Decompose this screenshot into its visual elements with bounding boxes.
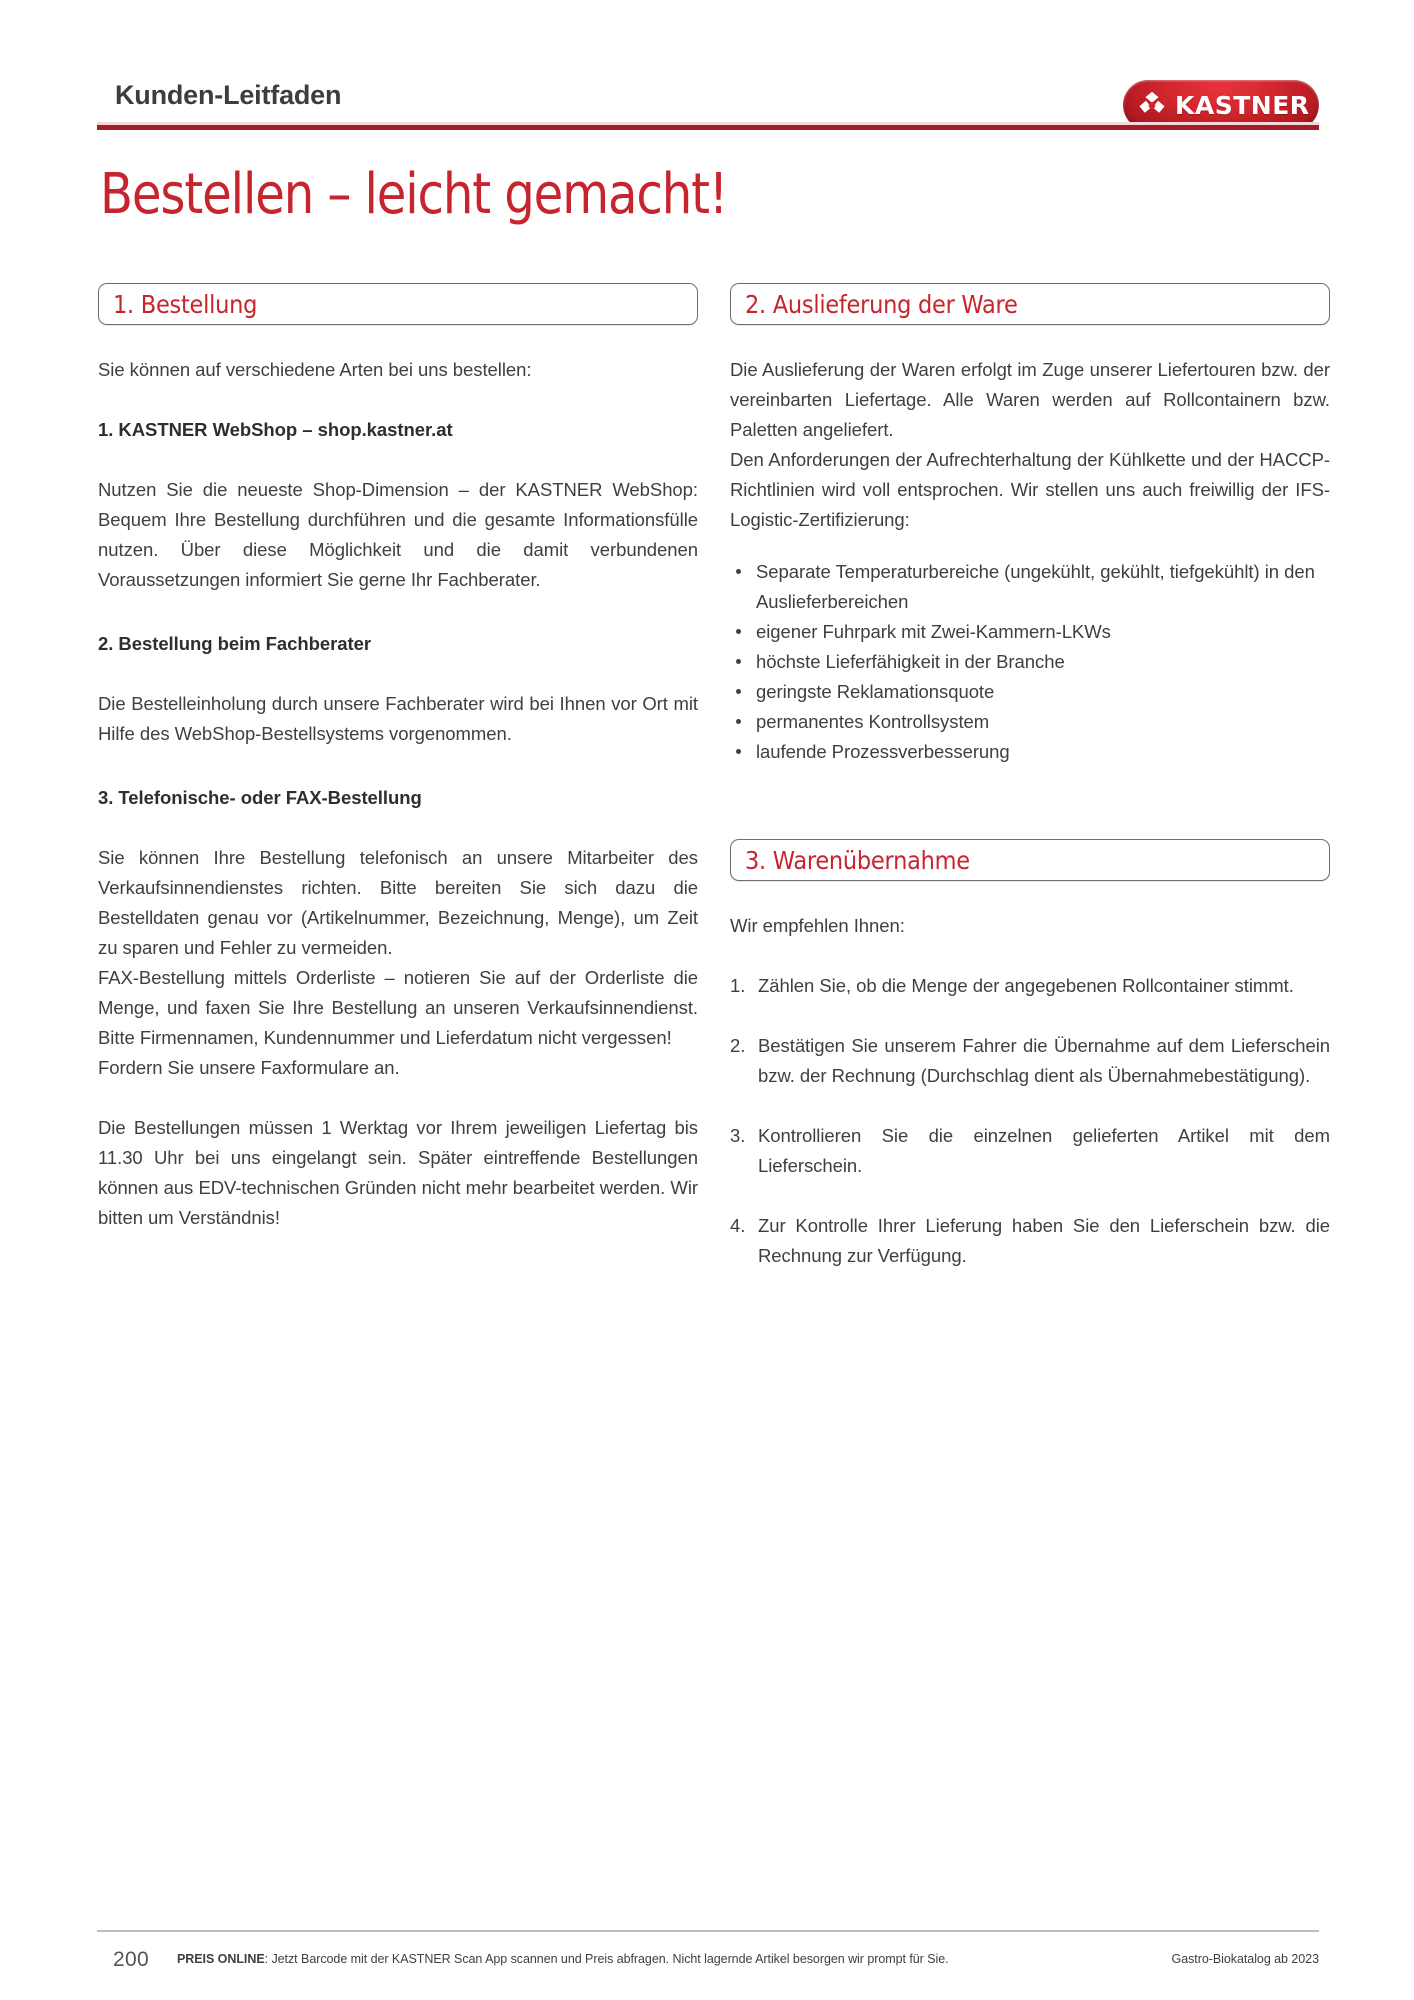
bullet-dot-icon xyxy=(736,629,741,634)
step-text: Bestätigen Sie unserem Fahrer die Übernahme auf dem Lieferschein bzw. der Rechnung (Durchschlag dient als Übernahmebestätigung). xyxy=(758,1035,1330,1086)
left-block2-heading: 2. Bestellung beim Fachberater xyxy=(98,633,372,654)
kastner-pinwheel-icon xyxy=(1137,90,1167,120)
left-block3-body2: FAX-Bestellung mittels Orderliste – notieren Sie auf der Orderliste die Menge, und faxen Sie Ihre Bestellung an unseren Verkaufsinnendienst. Bitte Firmennamen, Kundennummer und Lieferdatum nicht vergessen! xyxy=(98,967,698,1048)
list-item xyxy=(730,737,1330,767)
bullet-dot-icon xyxy=(736,749,741,754)
list-item xyxy=(730,557,1330,617)
left-block3-body3: Fordern Sie unsere Faxformulare an. xyxy=(98,1057,400,1078)
left-block3-body1: Sie können Ihre Bestellung telefonisch an unsere Mitarbeiter des Verkaufsinnendienstes richten. Bitte bereiten Sie sich dazu die Bestelldaten genau vor (Artikelnummer, Bezeichnung, Menge), um Zeit zu sparen und Fehler zu vermeiden. xyxy=(98,847,698,958)
list-item-label: geringste Reklamationsquote xyxy=(756,681,995,702)
left-column xyxy=(98,283,698,1233)
left-block1-body: Nutzen Sie die neueste Shop-Dimension – der KASTNER WebShop: Bequem Ihre Bestellung durchführen und die gesamte Informationsfülle nutzen. Über diese Möglichkeit und die damit verbundenen Voraussetzungen informiert Sie gerne Ihr Fachberater. xyxy=(98,479,698,590)
left-block1-heading: 1. KASTNER WebShop – shop.kastner.at xyxy=(98,419,453,440)
right-section2-body1: Die Auslieferung der Waren erfolgt im Zuge unserer Liefertouren bzw. der vereinbarten Liefertage. Alle Waren werden auf Rollcontainern bzw. Paletten angeliefert. xyxy=(730,359,1330,440)
page-footer xyxy=(97,1930,1319,1970)
left-intro-text: Sie können auf verschiedene Arten bei uns bestellen: xyxy=(98,359,532,380)
section-header-auslieferung xyxy=(730,283,1330,325)
list-item-label: Separate Temperaturbereiche (ungekühlt, gekühlt, tiefgekühlt) in den Auslieferbereichen xyxy=(756,561,1315,612)
list-item-label: höchste Lieferfähigkeit in der Branche xyxy=(756,651,1065,672)
ifs-benefits-list xyxy=(730,557,1330,767)
step-number: 2. xyxy=(730,1035,746,1056)
list-item-label: eigener Fuhrpark mit Zwei-Kammern-LKWs xyxy=(756,621,1111,642)
step-number: 3. xyxy=(730,1125,746,1146)
kastner-logo-text: KASTNER xyxy=(1175,90,1310,120)
header-rule xyxy=(97,125,1319,130)
step-number: 1. xyxy=(730,975,746,996)
right-section3-intro: Wir empfehlen Ihnen: xyxy=(730,915,905,936)
page-header xyxy=(97,38,1319,130)
right-column xyxy=(730,283,1330,1271)
section-header-bestellung xyxy=(98,283,698,325)
list-item xyxy=(730,1031,1330,1091)
list-item xyxy=(730,647,1330,677)
step-text: Zur Kontrolle Ihrer Lieferung haben Sie den Lieferschein bzw. die Rechnung zur Verfügung. xyxy=(758,1215,1330,1266)
step-text: Zählen Sie, ob die Menge der angegebenen Rollcontainer stimmt. xyxy=(758,975,1294,996)
step-number: 4. xyxy=(730,1215,746,1236)
section-header-warenuebernahme-label: 3. Warenübernahme xyxy=(745,845,970,875)
bullet-dot-icon xyxy=(736,659,741,664)
step-text: Kontrollieren Sie die einzelnen gelieferten Artikel mit dem Lieferschein. xyxy=(758,1125,1330,1176)
list-item xyxy=(730,1211,1330,1271)
list-item xyxy=(730,707,1330,737)
footer-note-text: : Jetzt Barcode mit der KASTNER Scan App scannen und Preis abfragen. Nicht lagernde Artikel besorgen wir prompt für Sie. xyxy=(264,1952,949,1966)
bullet-dot-icon xyxy=(736,569,741,574)
bullet-dot-icon xyxy=(736,719,741,724)
list-item xyxy=(730,1121,1330,1181)
list-item xyxy=(730,677,1330,707)
footer-note xyxy=(177,1952,949,1966)
list-item-label: laufende Prozessverbesserung xyxy=(756,741,1010,762)
bullet-dot-icon xyxy=(736,689,741,694)
section-header-warenuebernahme xyxy=(730,839,1330,881)
warenuebernahme-steps-list xyxy=(730,971,1330,1271)
footer-rule xyxy=(97,1930,1319,1932)
section-header-auslieferung-label: 2. Auslieferung der Ware xyxy=(745,289,1018,319)
page-header-title: Kunden-Leitfaden xyxy=(115,80,342,110)
left-block3-heading: 3. Telefonische- oder FAX-Bestellung xyxy=(98,787,422,808)
footer-note-label: PREIS ONLINE xyxy=(177,1952,265,1966)
list-item xyxy=(730,617,1330,647)
footer-catalog-label: Gastro-Biokatalog ab 2023 xyxy=(1171,1952,1319,1966)
list-item xyxy=(730,971,1330,1001)
left-block2-body: Die Bestelleinholung durch unsere Fachberater wird bei Ihnen vor Ort mit Hilfe des WebShop-Bestellsystems vorgenommen. xyxy=(98,693,698,744)
page-number: 200 xyxy=(113,1948,149,1971)
list-item-label: permanentes Kontrollsystem xyxy=(756,711,990,732)
right-section2-body2: Den Anforderungen der Aufrechterhaltung der Kühlkette und der HACCP-Richtlinien wird voll entsprochen. Wir stellen uns auch freiwillig der IFS-Logistic-Zertifizierung: xyxy=(730,449,1330,530)
section-header-bestellung-label: 1. Bestellung xyxy=(113,289,258,319)
left-closing-text: Die Bestellungen müssen 1 Werktag vor Ihrem jeweiligen Liefertag bis 11.30 Uhr bei uns eingelangt sein. Später eintreffende Bestellungen können aus EDV-technischen Gründen nicht mehr bearbeitet werden. Wir bitten um Verständnis! xyxy=(98,1117,698,1228)
page-title: Bestellen – leicht gemacht! xyxy=(100,162,728,227)
